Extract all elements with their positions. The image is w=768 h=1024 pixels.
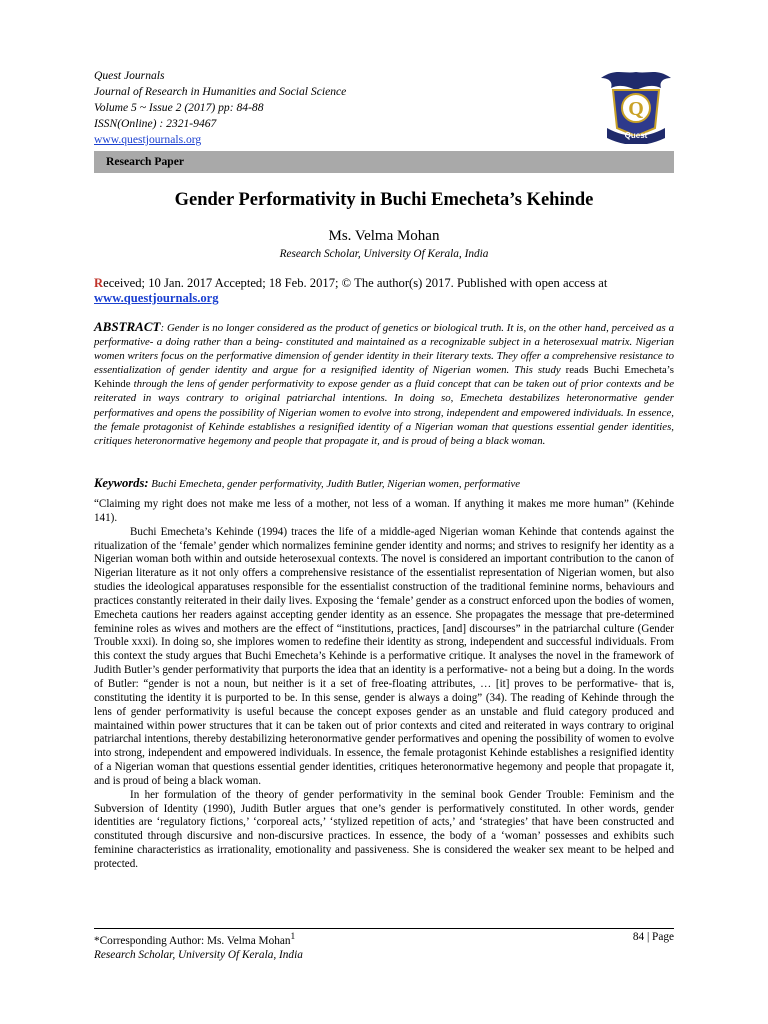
abstract-text-c: through the lens of gender performativity to expose gender as a fluid concept that can be taken out of prior contexts and be reiterated in ways contrary to original patriarchal intentions. In doing so, Emecheta destabilizes heteronormative gender performatives and opens the possibility of Nigerian women to evolve into strong, independent and empowered individuals. In essence, the female protagonist of Kehinde establishes a resignified identity of a Nigerian woman that questions essential gender identities, critiques heteronormative hegemony and people that propagate it, and is proud of being a black woman. (94, 378, 674, 447)
journal-full-name: Journal of Research in Humanities and Social Science (94, 85, 347, 98)
quest-journals-logo (593, 64, 679, 144)
footer-affiliation: Research Scholar, University Of Kerala, India (94, 948, 303, 961)
abstract-text-a: : Gender is no longer considered as the product of genetics or biological truth. It is, on the other hand, perceived as a performative- a doing rather than a being- constituted and maintained as a recognizable subject in a heterosexual matrix. Nigerian women writers focus on the performative dimension of gender identity in their literary texts. They offer a comprehensive resistance to essentialization of gender identity and argue for a resignified identity of Nigerian women. This study (94, 322, 674, 377)
keywords (94, 476, 674, 491)
journal-issn: ISSN(Online) : 2321-9467 (94, 117, 217, 130)
received-line (94, 276, 674, 306)
keywords-text: Buchi Emecheta, gender performativity, Judith Butler, Nigerian women, performative (148, 478, 521, 490)
received-site-link[interactable]: www.questjournals.org (94, 291, 219, 305)
footnote-marker: 1 (290, 932, 296, 942)
footer-rule (94, 928, 674, 929)
paper-title: Gender Performativity in Buchi Emecheta’s Kehinde (174, 190, 594, 210)
received-initial: R (94, 276, 104, 290)
author-affiliation: Research Scholar, University Of Kerala, India (279, 248, 489, 260)
journal-name: Quest Journals (94, 69, 165, 82)
banner-label: Research Paper (106, 155, 185, 168)
research-paper-banner (94, 151, 674, 173)
abstract-text-b: reads Buchi Emecheta’s Kehinde (94, 364, 675, 391)
journal-volume: Volume 5 ~ Issue 2 (2017) pp: 84-88 (94, 101, 264, 114)
body-paragraph: In her formulation of the theory of gender performativity in the seminal book Gender Trouble: Feminism and the Subversion of Identity (1990), Judith Butler argues that one’s gender is performatively constituted. In other words, gender identities are ‘regulatory fictions,’ ‘corporeal acts,’ ‘stylized repetition of acts,’ and ‘strategies’ that have been constructed and constituted through discursive and non-discursive practices. In essence, the body of a ‘woman’ possesses and exhibits such feminine characteristics as irrationality, emotionality and passiveness. She is considered the weaker sex meant to be helped and protected. (94, 788, 674, 870)
abstract (94, 320, 674, 448)
page-footer (94, 930, 674, 962)
logo-letter: Q (628, 98, 644, 120)
corresponding-author: *Corresponding Author: Ms. Velma Mohan (94, 934, 291, 947)
body-paragraph: Buchi Emecheta’s Kehinde (1994) traces the life of a middle-aged Nigerian woman Kehinde that contends against the ritualization of the ‘female’ gender which normalizes feminine gender identity and norms; and strives to resignify her identity as a Nigerian woman both within and outside heterosexual contexts. The novel is considered an important contribution to the canon of Nigerian literature as it not only offers a comprehensive resistance of the essentialist representation of Nigerian women, but also studies the ideological apparatuses responsible for the essentialist construction of the traditional feminine norms, behaviours and practices constantly reiterated in their daily lives. Exposing the ‘female’ gender as a construct enforced upon the bodies of women, Emecheta cautions her readers against accepting gender identity as an essence. She propagates the message that pre-determined feminine roles as wives and mothers are the effect of “institutions, practices, [and] discourses” in the patriarchal culture (Gender Trouble xxxi). In doing so, she implores women to redefine their identity as strong, independent and successful individuals. From this context the study argues that Buchi Emecheta’s Kehinde is a performative critique. It analyses the novel in the framework of Judith Butler’s gender performativity that purports the idea that an identity is a performative- not a being but a doing. In the words of Butler: “gender is not a noun, but neither is it a set of free-floating attributes, … [it] proves to be performative- that is, constituting the identity it is purported to be. In this sense, gender is always a doing” (34). The reading of Kehinde through the lens of gender performativity is useful because the concept exposes gender as an unstable and fluid category produced and maintained within power structures that it can be taken out of prior contexts and cited and reiterated in ways contrary to original patriarchal intentions, thereby destabilizing heteronormative gender performatives and opening the possibility of women to evolve into strong, independent and empowered individuals. In essence, the female protagonist Kehinde establishes a resignified identity of a Nigerian woman that questions essential gender identities, critiques heteronormative hegemony and people that propagate it, and is proud of being a black woman. (94, 525, 674, 787)
received-text: eceived; 10 Jan. 2017 Accepted; 18 Feb. 2017; © The author(s) 2017. Published with open access at (103, 276, 608, 290)
logo-text: Quest (624, 131, 648, 140)
page-number: 84 | Page (632, 931, 674, 943)
journal-website-link[interactable]: www.questjournals.org (94, 133, 202, 146)
body-text (94, 498, 674, 872)
opening-quote: “Claiming my right does not make me less of a mother, not less of a woman. If anything it makes me more human” (Kehinde 141). (94, 498, 674, 524)
author-name: Ms. Velma Mohan (328, 228, 440, 244)
journal-header (94, 68, 346, 148)
abstract-label: ABSTRACT (94, 319, 161, 334)
keywords-label: Keywords: (94, 476, 149, 490)
